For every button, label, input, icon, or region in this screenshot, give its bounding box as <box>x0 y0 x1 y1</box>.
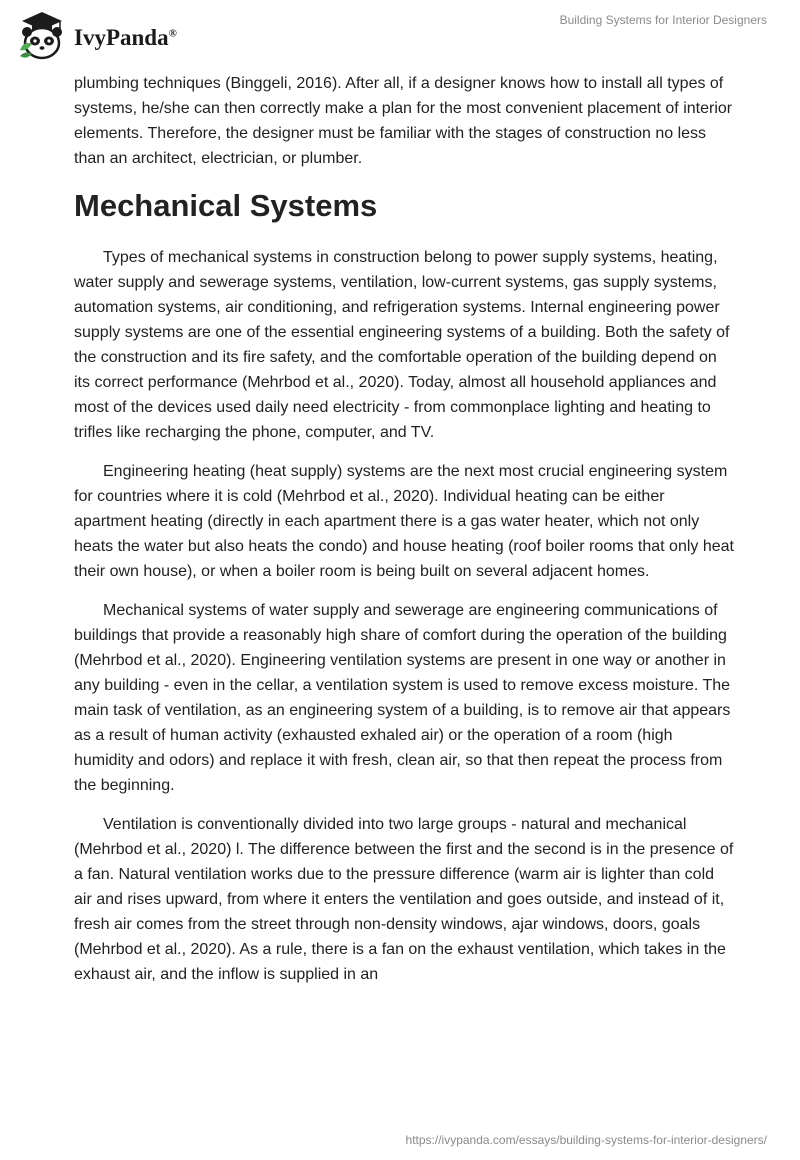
body-paragraph: Ventilation is conventionally divided into two large groups - natural and mechanical (Mehrbod et al., 2020) l. The difference between the first and the second is in the presence of a fan. Natural ventilation works due to the pressure difference (warm air is lighter than cold air and rises upward, from where it enters the ventilation and goes outside, and instead of it, fresh air comes from the street through non-density windows, ajar windows, doors, goals (Mehrbod et al., 2020). As a rule, there is a fan on the exhaust ventilation, which takes in the exhaust air, and the inflow is supplied in an <box>74 816 734 983</box>
document-title: Building Systems for Interior Designers <box>559 13 767 27</box>
body-paragraph: Types of mechanical systems in construction belong to power supply systems, heating, water supply and sewerage systems, ventilation, low-current systems, gas supply systems, automation systems, air conditioning, and refrigeration systems. Internal engineering power supply systems are one of the essential engineering systems of a building. Both the safety of the construction and its fire safety, and the comfortable operation of the building depend on its correct performance (Mehrbod et al., 2020). Today, almost all household appliances and most of the devices used daily need electricity - from commonplace lighting and heating to trifles like recharging the phone, computer, and TV. <box>74 249 730 441</box>
body-paragraph: Mechanical systems of water supply and sewerage are engineering communications of buildings that provide a reasonably high share of comfort during the operation of the building (Mehrbod et al., 2020). Engineering ventilation systems are present in one way or another in any building - even in the cellar, a ventilation system is used to remove excess moisture. The main task of ventilation, as an engineering system of a building, is to remove air that appears as a result of human activity (exhausted exhaled air) or the operation of a room (high humidity and odors) and replace it with fresh, clean air, so that then repeat the process from the beginning. <box>74 602 731 794</box>
ivypanda-logo[interactable] <box>16 10 177 62</box>
essay-body <box>74 71 734 1001</box>
section-heading: Mechanical Systems <box>74 188 378 223</box>
body-paragraph: Engineering heating (heat supply) systems are the next most crucial engineering system for countries where it is cold (Mehrbod et al., 2020). Individual heating can be either apartment heating (directly in each apartment there is a gas water heater, which not only heats the water but also heats the condo) and house heating (roof boiler rooms that only heat their own house), or when a boiler room is being built on several adjacent homes. <box>74 463 734 580</box>
intro-paragraph: plumbing techniques (Binggeli, 2016). After all, if a designer knows how to install all types of systems, he/she can then correctly make a plan for the most convenient placement of interior elements. Therefore, the designer must be familiar with the stages of construction no less than an architect, electrician, or plumber. <box>74 75 733 167</box>
panda-graduate-icon <box>16 10 68 62</box>
page-header <box>0 0 800 70</box>
brand-name: IvyPanda® <box>74 25 177 50</box>
source-url[interactable]: https://ivypanda.com/essays/building-systems-for-interior-designers/ <box>405 1133 767 1147</box>
